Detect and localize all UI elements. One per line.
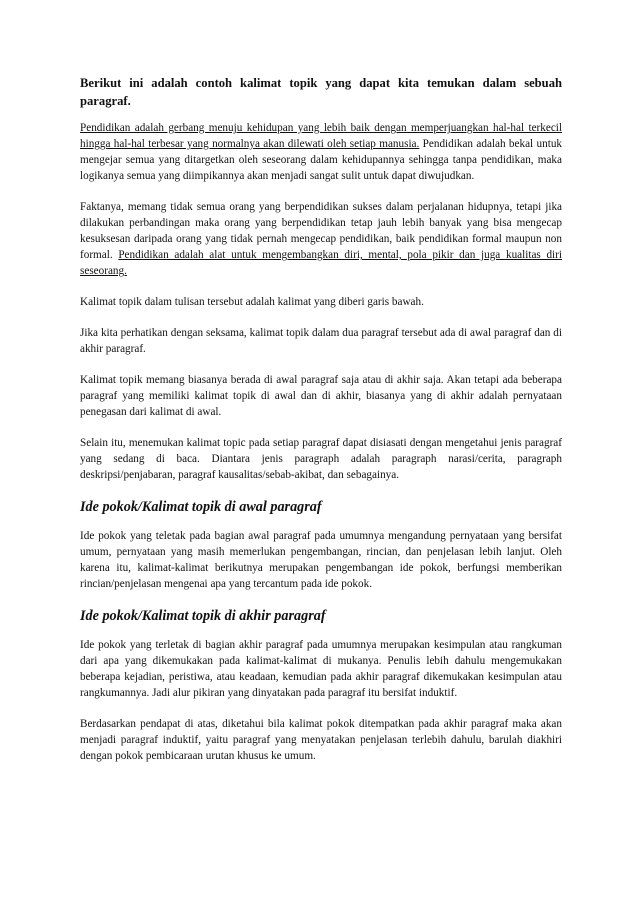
paragraph-5: Kalimat topik memang biasanya berada di awal paragraf saja atau di akhir saja. Akan tetapi ada beberapa paragraf yang memiliki kalimat topik di awal dan di akhir, biasanya yang di akhir adalah pernyataan penegasan dari kalimat di awal. xyxy=(80,374,562,418)
example-paragraph-1 xyxy=(80,120,562,184)
paragraph-8: Ide pokok yang terletak di bagian akhir paragraf pada umumnya merupakan kesimpulan atau rangkuman dari apa yang dikemukakan pada kalimat-kalimat di mukanya. Penulis lebih dahulu mengemukakan beberapa kejadian, peristiwa, atau keadaan, kemudian pada akhir paragraf dikemukakan kesimpulan atau rangkumannya. Jadi alur pikiran yang dinyatakan pada paragraf itu bersifat induktif. xyxy=(80,639,562,699)
example-paragraph-2 xyxy=(80,199,562,279)
topic-sentence-underlined: Pendidikan adalah alat untuk mengembangkan diri, mental, pola pikir dan juga kualitas diri seseorang. xyxy=(80,249,563,277)
intro-text: Berikut ini adalah contoh kalimat topik yang dapat kita temukan dalam sebuah paragraf. xyxy=(80,76,562,108)
paragraph-9: Berdasarkan pendapat di atas, diketahui bila kalimat pokok ditempatkan pada akhir paragraf maka akan menjadi paragraf induktif, yaitu paragraf yang menyatakan penjelasan terlebih dahulu, barulah diakhiri dengan pokok pembicaraan urutan khusus ke umum. xyxy=(80,718,562,762)
paragraph-7: Ide pokok yang teletak pada bagian awal paragraf pada umumnya mengandung pernyataan yang bersifat umum, pernyataan yang masih memerlukan pengembangan, rincian, dan penjelasan lebih lanjut. Oleh karena itu, kalimat-kalimat berikutnya merupakan pengembangan ide pokok, berfungsi memberikan rincian/penjelasan mengenai apa yang tercantum pada ide pokok. xyxy=(80,530,562,590)
topic-sentence-underlined: Pendidikan adalah gerbang menuju kehidupan yang lebih baik dengan memperjuangkan hal-hal terkecil hingga hal-hal terbesar yang normalnya akan dilewati oleh setiap manusia. xyxy=(80,122,562,150)
section-heading-akhir: Ide pokok/Kalimat topik di akhir paragraf xyxy=(80,608,326,624)
paragraph-3: Kalimat topik dalam tulisan tersebut adalah kalimat yang diberi garis bawah. xyxy=(80,296,424,308)
section-heading-awal: Ide pokok/Kalimat topik di awal paragraf xyxy=(80,499,322,515)
document-page xyxy=(80,74,562,779)
paragraph-6: Selain itu, menemukan kalimat topic pada setiap paragraf dapat disiasati dengan mengetahui jenis paragraf yang sedang di baca. Diantara jenis paragraph adalah paragraph narasi/cerita, paragraph deskripsi/penjabaran, paragraf kausalitas/sebab-akibat, dan sebagainya. xyxy=(80,437,562,481)
paragraph-text: Faktanya, memang tidak semua orang yang berpendidikan sukses dalam perjalanan hidupnya, tetapi jika dilakukan perbandingan maka orang yang berpendidikan tetap jauh lebih banyak yang bisa mengecap kesuksesan daripada orang yang tidak pernah mengecap pendidikan, baik pendidikan formal maupun non formal. xyxy=(80,201,562,261)
paragraph-4: Jika kita perhatikan dengan seksama, kalimat topik dalam dua paragraf tersebut ada di awal paragraf dan di akhir paragraf. xyxy=(80,327,562,355)
paragraph-text: Pendidikan adalah bekal untuk mengejar semua yang ditargetkan oleh seseorang dalam kehidupannya sehingga tanpa pendidikan, maka logikanya semua yang diimpikannya akan menjadi sangat sulit untuk dapat diwujudkan. xyxy=(80,138,563,182)
